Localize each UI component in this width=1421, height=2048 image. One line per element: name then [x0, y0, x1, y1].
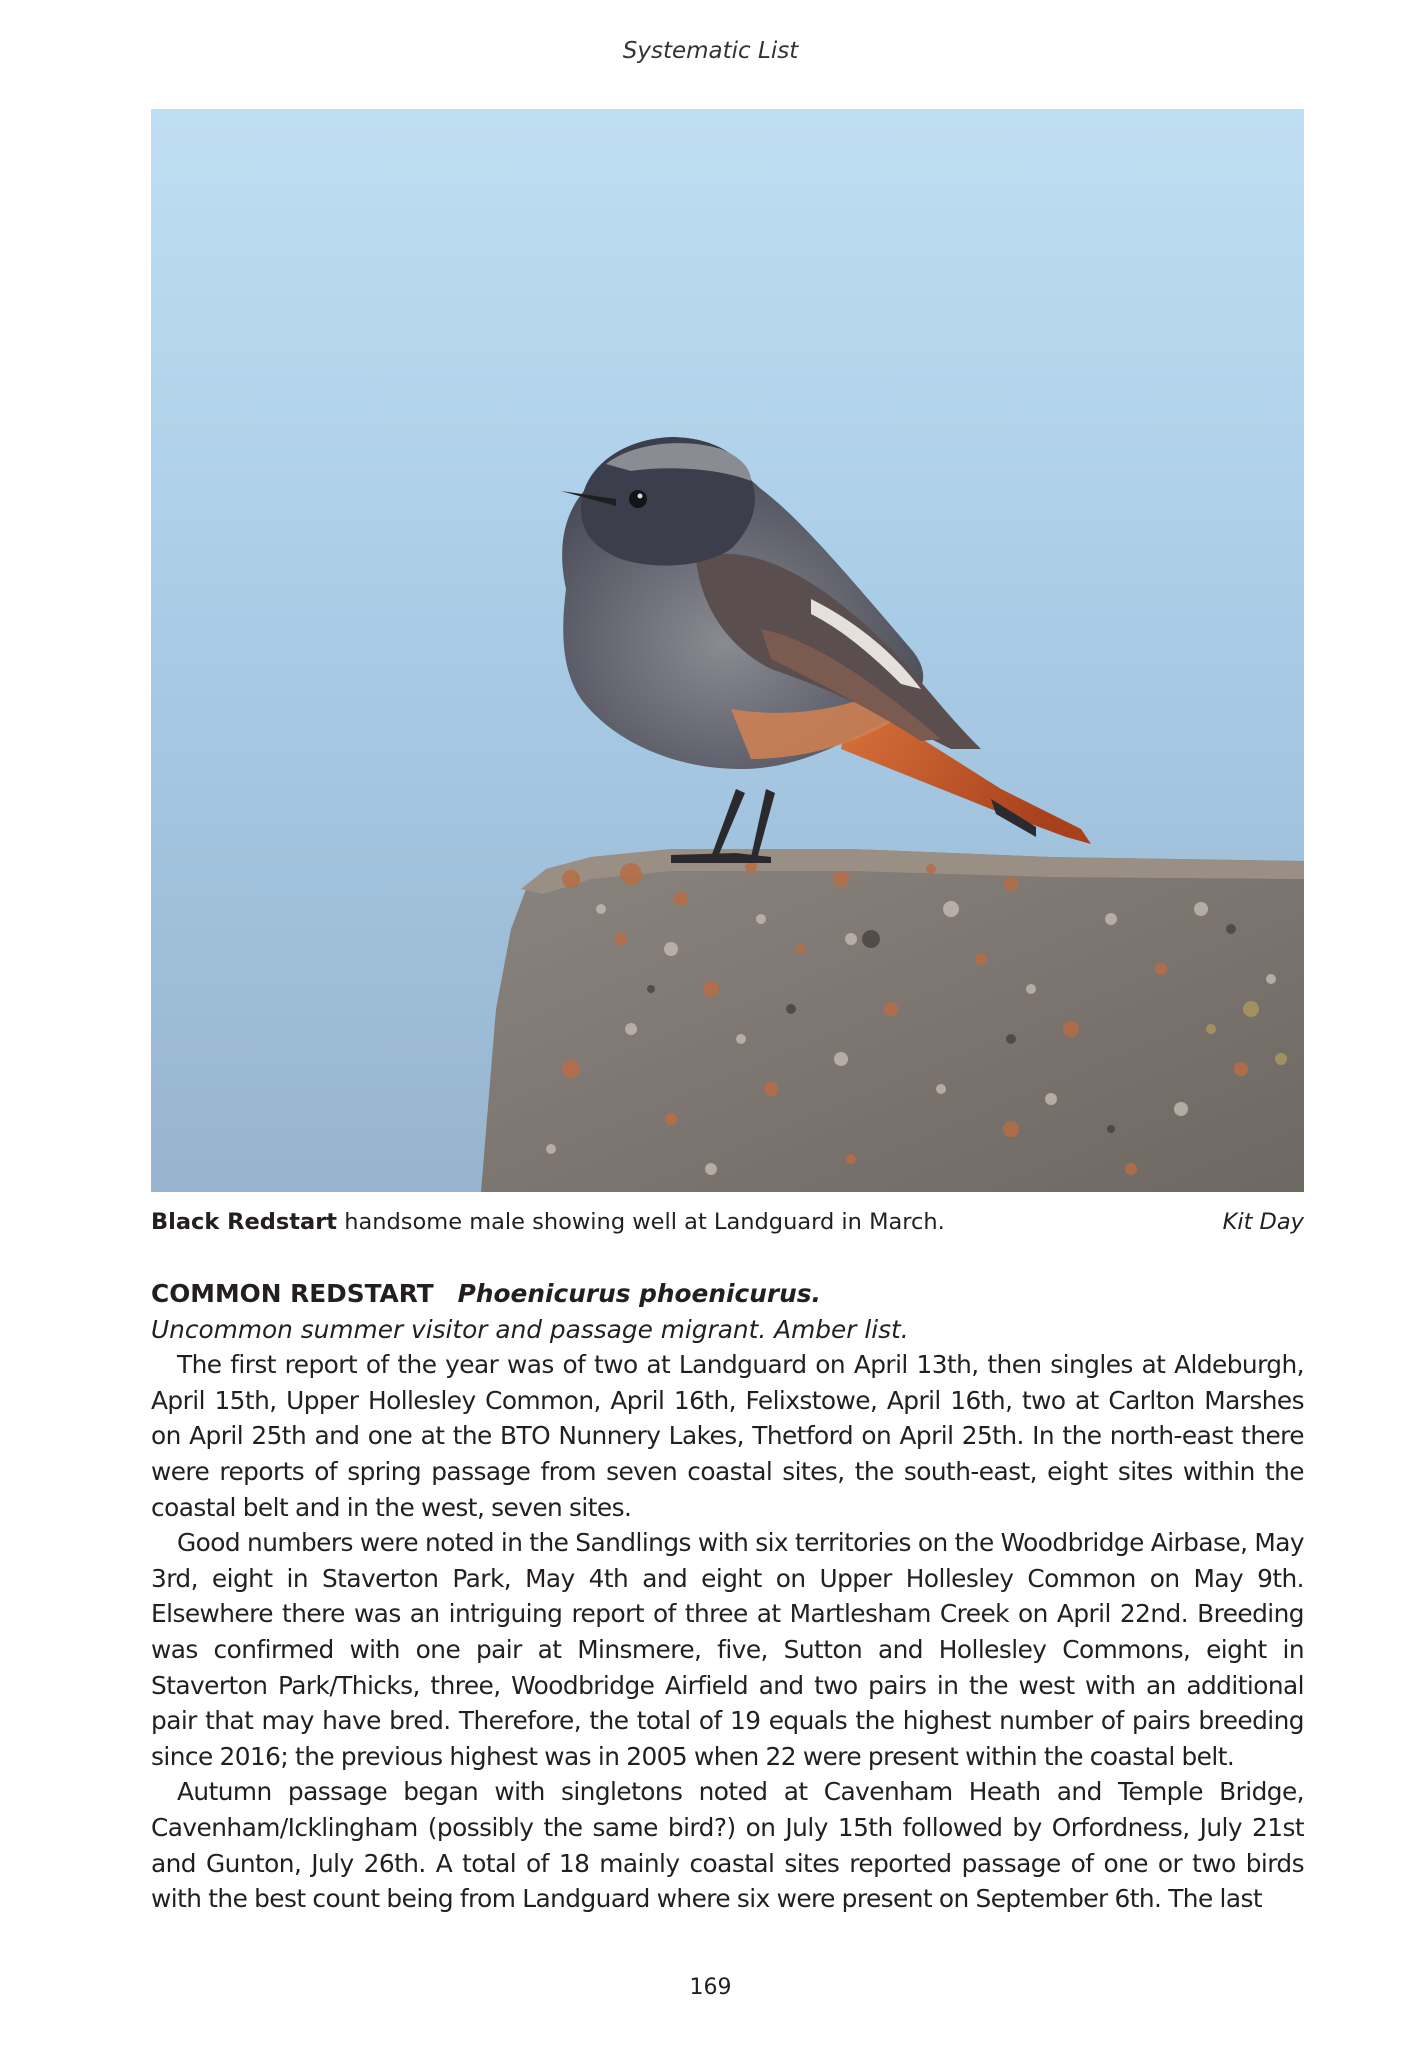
caption-text: handsome male showing well at Landguard in March.: [337, 1209, 945, 1235]
article-body: [151, 1276, 1304, 1917]
running-head: Systematic List: [622, 38, 799, 64]
paragraph: Autumn passage began with singletons noted at Cavenham Heath and Temple Bridge, Cavenham/Icklingham (possibly the same bird?) on July 15th followed by Orfordness, July 21st and Gunton, July 26th. A total of 18 mainly coastal sites reported passage of one or two birds with the best count being from Landguard where six were present on September 6th. The last: [151, 1777, 1304, 1914]
page-number: 169: [689, 1975, 732, 2000]
species-common-name: COMMON REDSTART: [151, 1279, 434, 1308]
species-latin-name: Phoenicurus phoenicurus.: [457, 1279, 821, 1308]
paragraph: The first report of the year was of two at Landguard on April 13th, then singles at Aldeburgh, April 15th, Upper Hollesley Common, April 16th, Felixstowe, April 16th, two at Carlton Marshes on April 25th and one at the BTO Nunnery Lakes, Thetford on April 25th. In the north-east there were reports of spring passage from seven coastal sites, the south-east, eight sites within the coastal belt and in the west, seven sites.: [151, 1350, 1304, 1522]
species-status: Uncommon summer visitor and passage migrant. Amber list.: [151, 1314, 909, 1344]
figure-caption: [151, 1207, 1304, 1237]
paragraph: Good numbers were noted in the Sandlings with six territories on the Woodbridge Airbase, May 3rd, eight in Staverton Park, May 4th and eight on Upper Hollesley Common on May 9th. Elsewhere there was an intriguing report of three at Martlesham Creek on April 22nd. Breeding was confirmed with one pair at Minsmere, five, Sutton and Hollesley Commons, eight in Staverton Park/Thicks, three, Woodbridge Airfield and two pairs in the west with an additional pair that may have bred. Therefore, the total of 19 equals the highest number of pairs breeding since 2016; the previous highest was in 2005 when 22 were present within the coastal belt.: [151, 1528, 1304, 1771]
species-heading: [151, 1276, 1304, 1312]
caption-species: Black Redstart: [151, 1209, 338, 1235]
black-redstart-photo: [151, 109, 1304, 1192]
photo-credit: Kit Day: [1222, 1209, 1304, 1235]
